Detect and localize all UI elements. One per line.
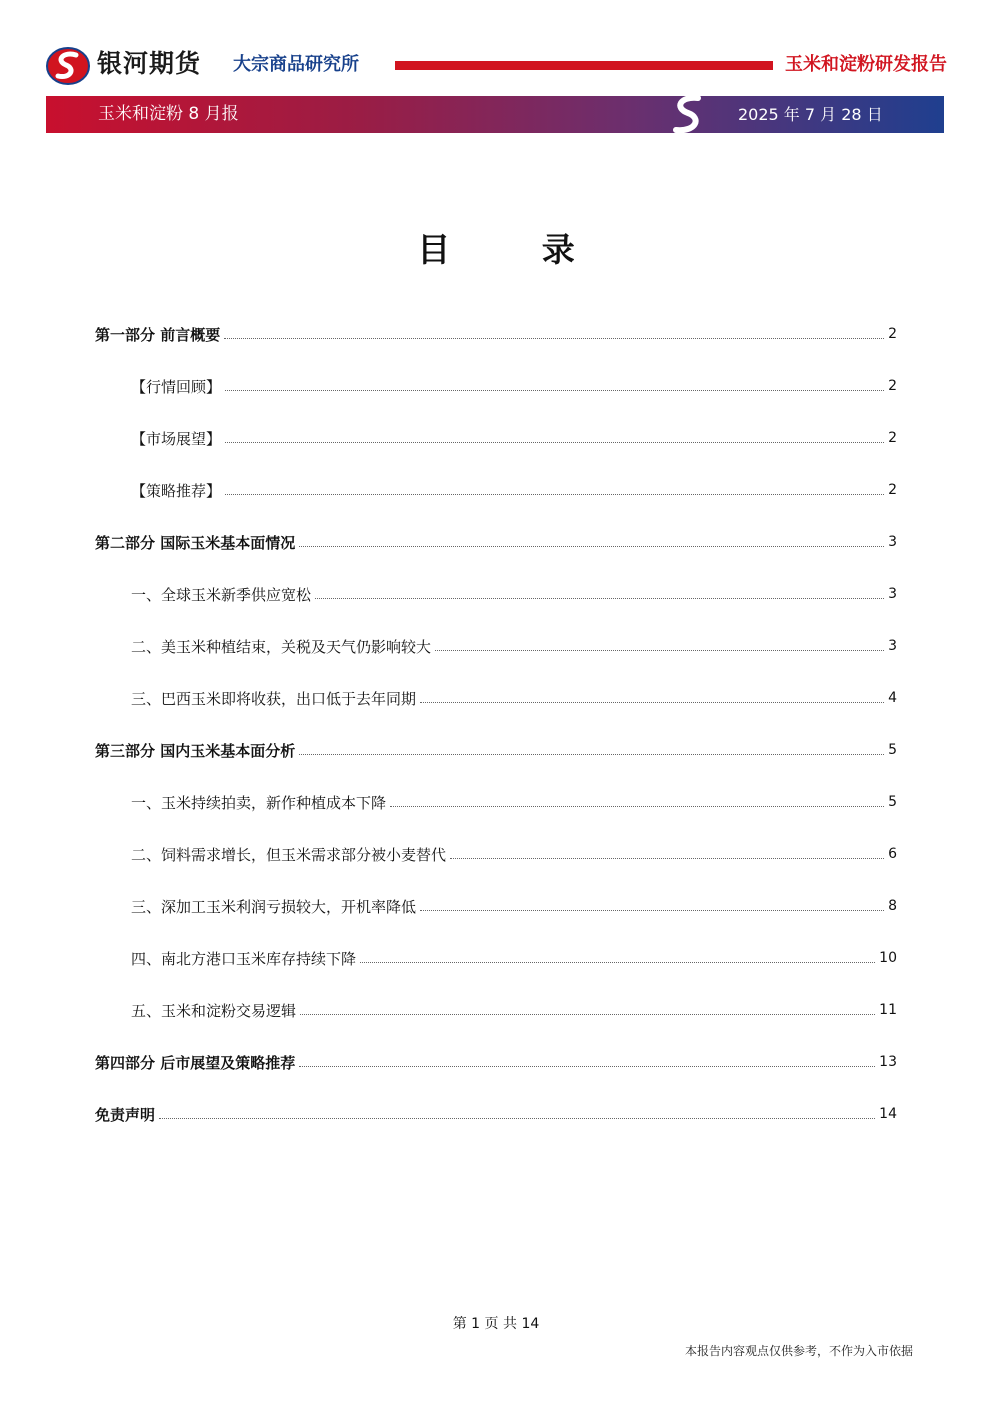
toc-entry[interactable] — [95, 360, 897, 412]
toc-entry[interactable] — [95, 464, 897, 516]
institute-name: 大宗商品研究所 — [233, 54, 359, 75]
toc-leader-dots — [390, 806, 884, 807]
toc-entry[interactable] — [95, 1036, 897, 1088]
toc-entry-page: 2 — [888, 326, 897, 342]
toc-entry[interactable] — [95, 932, 897, 984]
toc-leader-dots — [299, 1066, 875, 1067]
toc-entry[interactable] — [95, 776, 897, 828]
toc-entry-page: 8 — [888, 898, 897, 914]
toc-entry-page: 14 — [879, 1106, 897, 1122]
toc-entry[interactable] — [95, 308, 897, 360]
toc-entry-label: 【行情回顾】 — [131, 377, 222, 396]
toc-entry-page: 5 — [888, 794, 897, 810]
toc-entry[interactable] — [95, 1088, 897, 1140]
footer-disclaimer: 本报告内容观点仅供参考，不作为入市依据 — [685, 1344, 914, 1358]
report-title: 玉米和淀粉 8 月报 — [98, 104, 239, 124]
report-banner — [46, 96, 944, 133]
toc-leader-dots — [299, 546, 884, 547]
toc-entry-page: 3 — [888, 638, 897, 654]
toc-leader-dots — [435, 650, 884, 651]
toc-entry-label: 二、饲料需求增长，但玉米需求部分被小麦替代 — [131, 845, 447, 864]
toc-entry-label: 第一部分 前言概要 — [95, 325, 221, 344]
toc-entry-label: 【市场展望】 — [131, 429, 222, 448]
toc-entry-page: 3 — [888, 586, 897, 602]
toc-entry[interactable] — [95, 880, 897, 932]
toc-leader-dots — [420, 702, 884, 703]
page-indicator: 第 1 页 共 14 — [452, 1316, 540, 1332]
toc-entry-label: 四、南北方港口玉米库存持续下降 — [131, 949, 357, 968]
toc-entry-label: 免责声明 — [95, 1105, 156, 1124]
toc-entry-page: 10 — [879, 950, 897, 966]
report-type: 玉米和淀粉研发报告 — [785, 54, 947, 75]
toc-entry[interactable] — [95, 568, 897, 620]
toc-entry-page: 2 — [888, 378, 897, 394]
toc-entry-label: 二、美玉米种植结束，关税及天气仍影响较大 — [131, 637, 432, 656]
toc-entry-page: 11 — [879, 1002, 897, 1018]
table-of-contents — [95, 308, 897, 1140]
toc-entry-page: 6 — [888, 846, 897, 862]
toc-entry[interactable] — [95, 516, 897, 568]
report-date: 2025 年 7 月 28 日 — [738, 105, 883, 124]
toc-leader-dots — [225, 390, 884, 391]
brand-name: 银河期货 — [97, 49, 202, 78]
toc-entry-label: 第三部分 国内玉米基本面分析 — [95, 741, 296, 760]
toc-entry-label: 一、玉米持续拍卖，新作种植成本下降 — [131, 793, 387, 812]
toc-entry-page: 3 — [888, 534, 897, 550]
toc-leader-dots — [360, 962, 875, 963]
toc-entry-label: 三、深加工玉米利润亏损较大，开机率降低 — [131, 897, 417, 916]
toc-leader-dots — [159, 1118, 875, 1119]
toc-entry-label: 第二部分 国际玉米基本面情况 — [95, 533, 296, 552]
toc-entry-page: 4 — [888, 690, 897, 706]
toc-entry[interactable] — [95, 672, 897, 724]
toc-leader-dots — [224, 338, 884, 339]
toc-entry-label: 第四部分 后市展望及策略推荐 — [95, 1053, 296, 1072]
swoosh-icon — [666, 92, 710, 136]
toc-title: 目 录 — [417, 230, 615, 269]
toc-entry[interactable] — [95, 984, 897, 1036]
toc-leader-dots — [315, 598, 884, 599]
toc-entry-page: 13 — [879, 1054, 897, 1070]
toc-entry-label: 三、巴西玉米即将收获，出口低于去年同期 — [131, 689, 417, 708]
toc-leader-dots — [300, 1014, 875, 1015]
toc-entry-label: 五、玉米和淀粉交易逻辑 — [131, 1001, 297, 1020]
toc-leader-dots — [225, 442, 884, 443]
toc-entry[interactable] — [95, 620, 897, 672]
toc-entry[interactable] — [95, 828, 897, 880]
toc-entry[interactable] — [95, 412, 897, 464]
toc-leader-dots — [225, 494, 884, 495]
toc-leader-dots — [420, 910, 884, 911]
toc-entry-page: 2 — [888, 482, 897, 498]
header-divider — [395, 61, 773, 70]
toc-entry-label: 一、全球玉米新季供应宽松 — [131, 585, 312, 604]
toc-entry[interactable] — [95, 724, 897, 776]
toc-leader-dots — [450, 858, 884, 859]
toc-entry-page: 2 — [888, 430, 897, 446]
toc-leader-dots — [299, 754, 884, 755]
toc-entry-page: 5 — [888, 742, 897, 758]
toc-entry-label: 【策略推荐】 — [131, 481, 222, 500]
galaxy-logo-icon — [46, 46, 90, 86]
